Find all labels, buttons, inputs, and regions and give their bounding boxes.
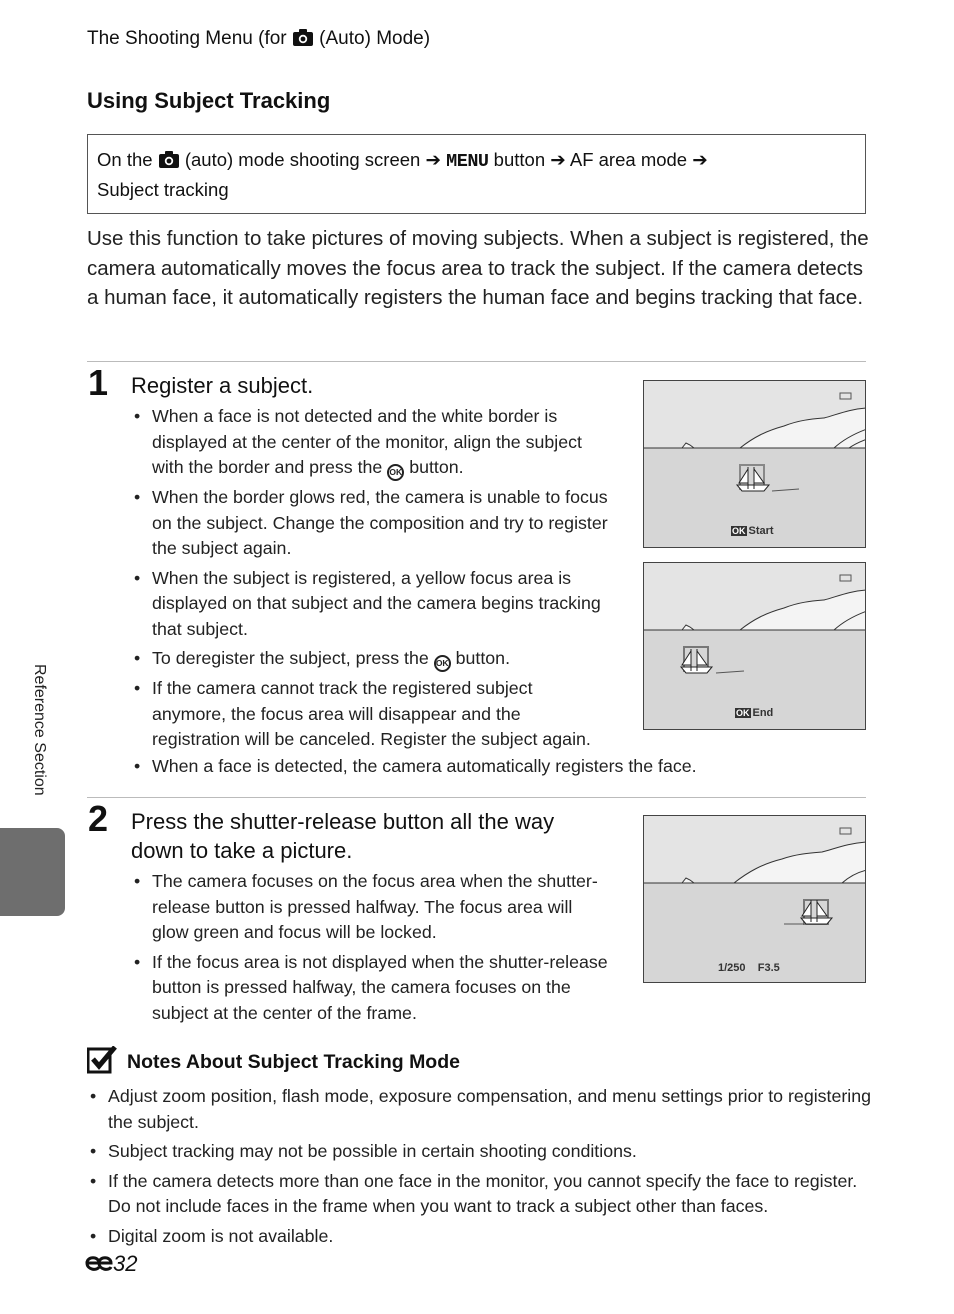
notes-heading: Notes About Subject Tracking Mode bbox=[87, 1046, 460, 1074]
monitor-screen-focus bbox=[643, 815, 866, 983]
list-item: • When the border glows red, the camera is unable to focus on the subject. Change the composition and try to register the subject again. bbox=[131, 485, 611, 562]
intro-paragraph: Use this function to take pictures of moving subjects. When a subject is registered, the camera automatically moves the focus area to track the subject. If the camera detects a human face, it automatically registers the human face and begins tracking that face. bbox=[87, 227, 869, 309]
list-item: • If the camera detects more than one face in the monitor, you cannot specify the face to register. Do not include faces in the frame when you want to track a subject other than faces. bbox=[87, 1169, 872, 1220]
step-heading: Register a subject. bbox=[131, 373, 314, 398]
list-item: • When a face is detected, the camera automatically registers the face. bbox=[131, 754, 871, 780]
seascape-illustration bbox=[644, 381, 866, 548]
menu-button-label: MENU bbox=[446, 151, 489, 172]
ok-button-icon: OK bbox=[387, 464, 404, 481]
list-item: • When the subject is registered, a yellow focus area is displayed on that subject and the camera begins tracking that subject. bbox=[131, 566, 611, 643]
section-tab bbox=[0, 828, 65, 916]
monitor-screen-end bbox=[643, 562, 866, 730]
page-number: 32 bbox=[85, 1251, 137, 1277]
aperture-value: F3.5 bbox=[757, 962, 780, 974]
camera-icon bbox=[292, 28, 314, 47]
list-item: • To deregister the subject, press the OK button. bbox=[131, 646, 611, 672]
list-item: • If the camera cannot track the registered subject anymore, the focus area will disappear and the registration will be canceled. Register the subject again. bbox=[131, 676, 611, 753]
step-2-bullets bbox=[131, 869, 611, 1030]
monitor-screen-start bbox=[643, 380, 866, 548]
shutter-speed: 1/250 bbox=[718, 962, 746, 974]
step-number: 1 bbox=[88, 362, 109, 403]
list-item: • When a face is not detected and the white border is displayed at the center of the monitor, align the subject with the border and press the OK button. bbox=[131, 404, 611, 481]
section-title: Using Subject Tracking bbox=[87, 88, 331, 113]
step-1-extra-bullet bbox=[131, 754, 871, 784]
list-item: • Adjust zoom position, flash mode, exposure compensation, and menu settings prior to registering the subject. bbox=[87, 1084, 872, 1135]
section-side-label: Reference Section bbox=[31, 664, 48, 796]
step-number: 2 bbox=[88, 798, 109, 839]
list-item: • Digital zoom is not available. bbox=[87, 1224, 872, 1250]
navigation-path: On the (auto) mode shooting screen ➔ MENU button ➔ AF area mode ➔ Subject tracking bbox=[97, 149, 708, 200]
seascape-illustration bbox=[644, 563, 866, 730]
step-1-bullets bbox=[131, 404, 611, 757]
exposure-readout bbox=[718, 962, 780, 974]
navigation-path-box bbox=[87, 134, 866, 214]
divider bbox=[87, 361, 866, 362]
list-item: • If the focus area is not displayed when the shutter-release button is pressed halfway, the camera focuses on the subject at the center of the frame. bbox=[131, 950, 611, 1027]
camera-icon bbox=[158, 150, 180, 169]
step-heading: Press the shutter-release button all the way down to take a picture. bbox=[131, 809, 555, 863]
running-head: The Shooting Menu (for (Auto) Mode) bbox=[87, 28, 431, 49]
screen-hint: OK Start bbox=[732, 525, 774, 537]
check-icon bbox=[87, 1046, 117, 1074]
divider bbox=[87, 797, 866, 798]
screen-hint: OK End bbox=[736, 707, 774, 719]
ok-button-icon: OK bbox=[434, 655, 451, 672]
seascape-illustration bbox=[644, 816, 866, 983]
reference-section-icon bbox=[85, 1253, 113, 1273]
list-item: • The camera focuses on the focus area when the shutter-release button is pressed halfway. The focus area will glow green and focus will be locked. bbox=[131, 869, 611, 946]
list-item: • Subject tracking may not be possible in certain shooting conditions. bbox=[87, 1139, 872, 1165]
notes-list bbox=[87, 1084, 872, 1253]
